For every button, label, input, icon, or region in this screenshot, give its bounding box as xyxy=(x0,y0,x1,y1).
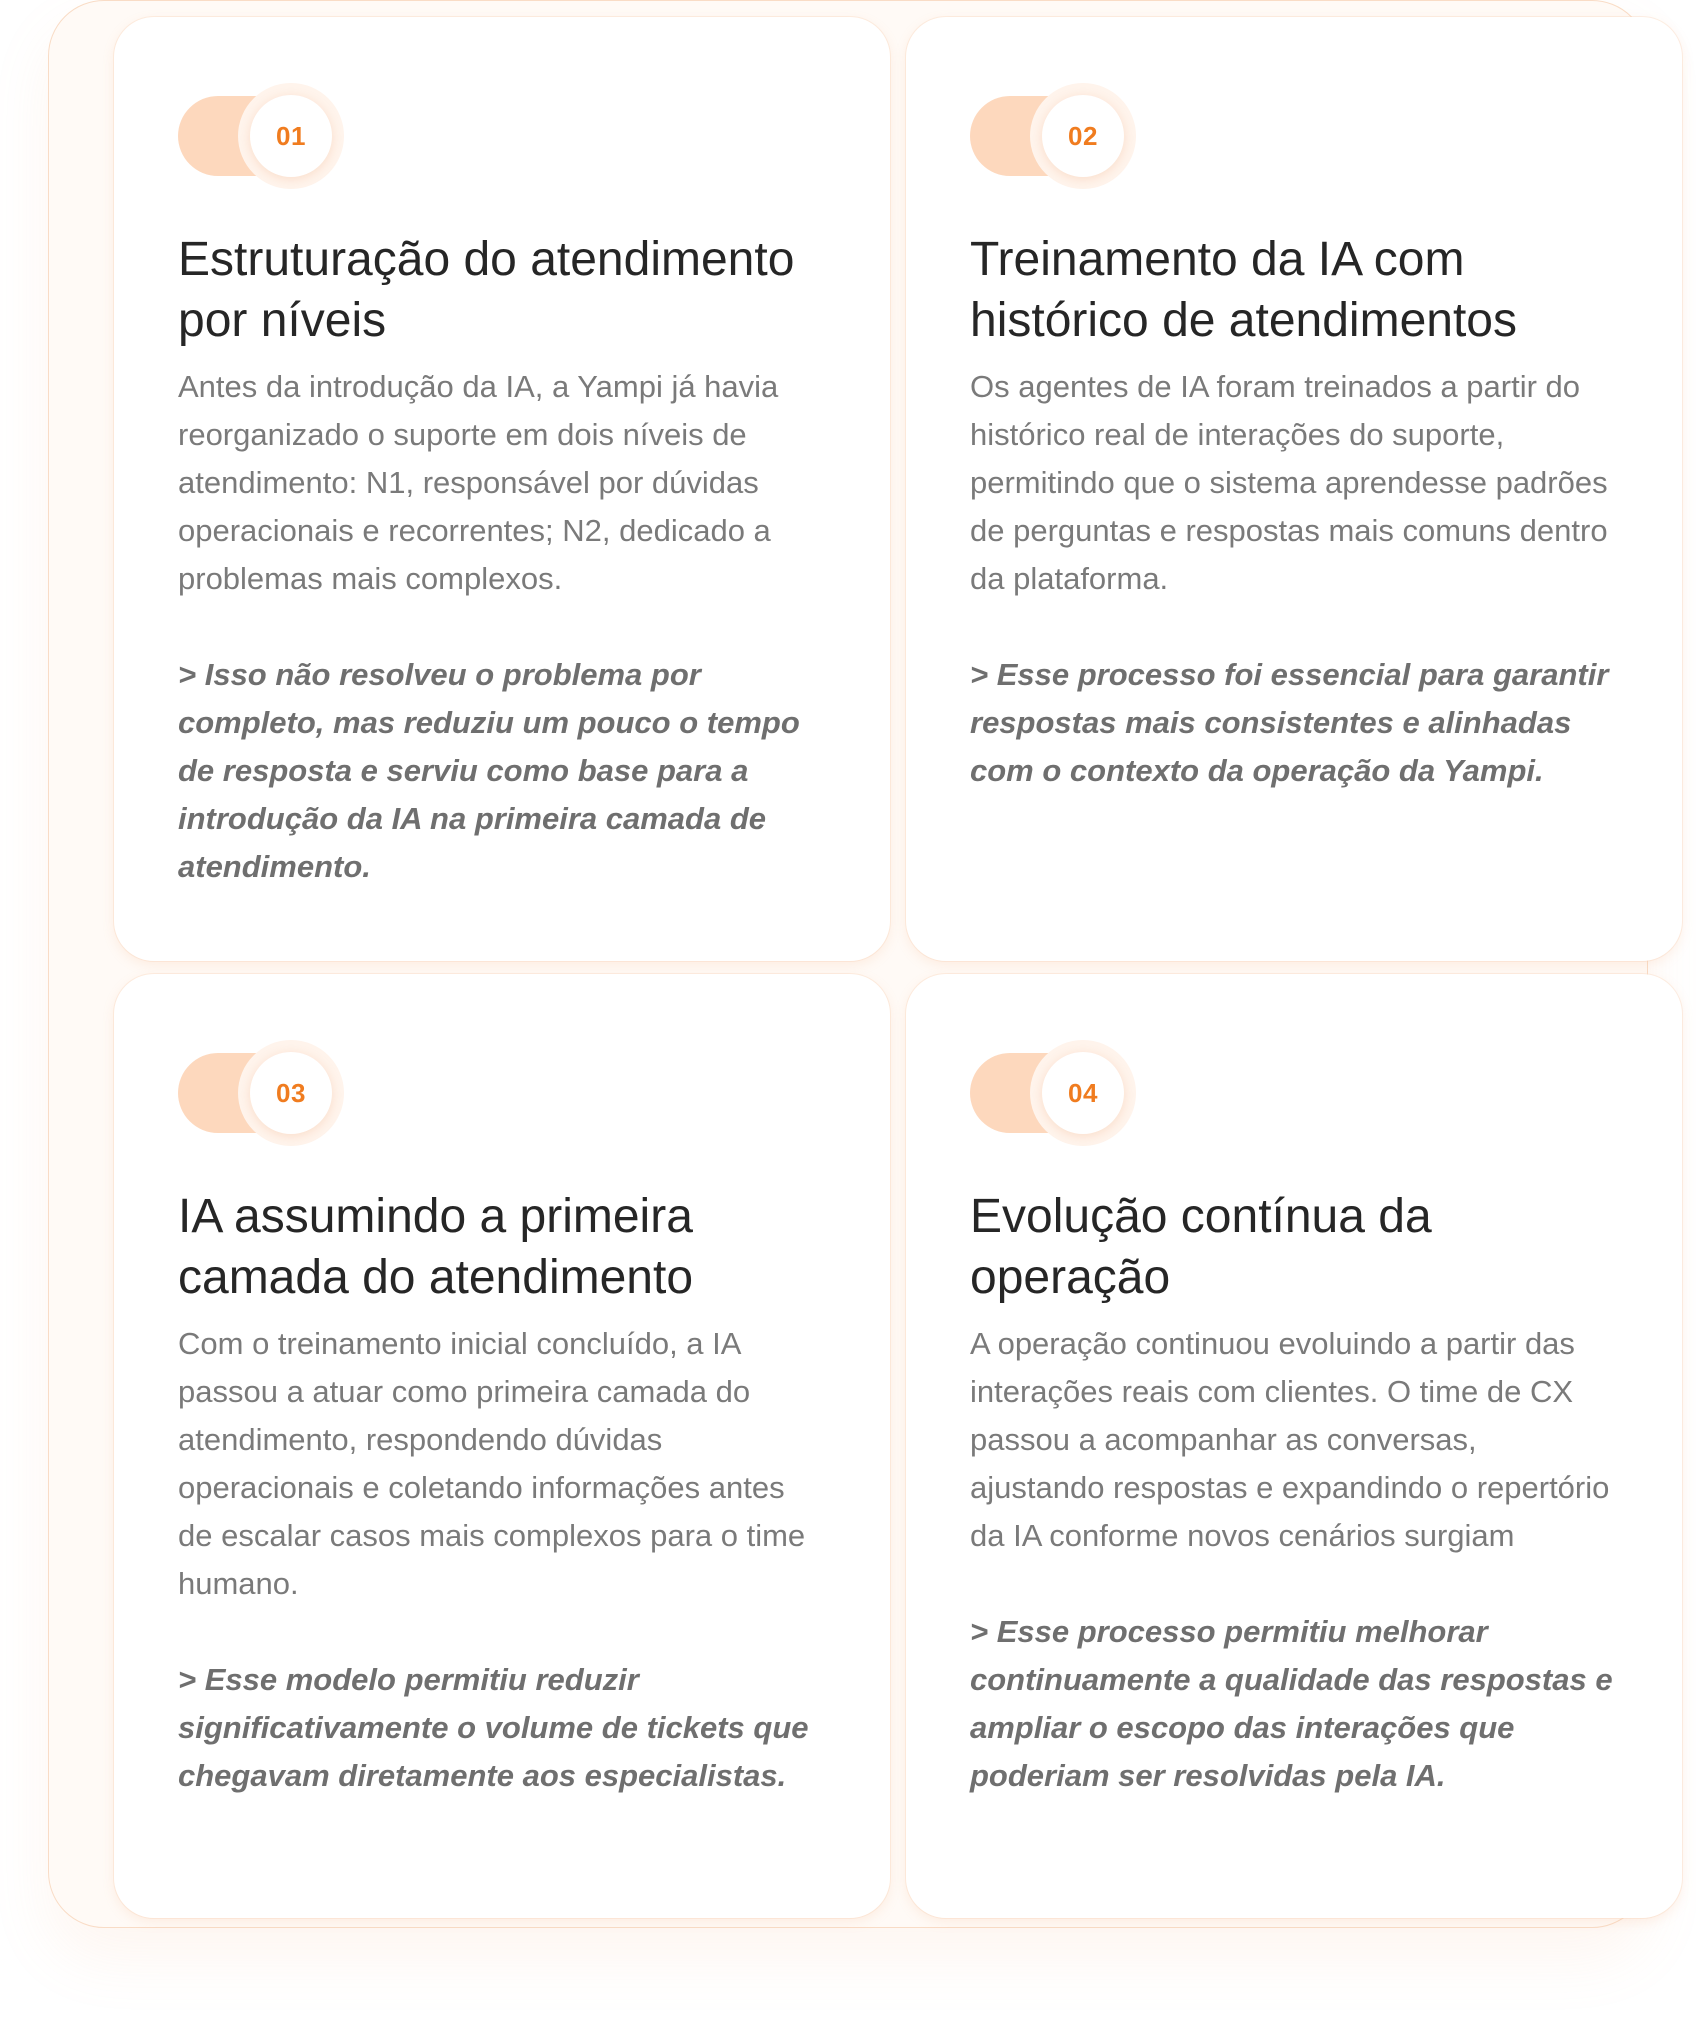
step-title: Treinamento da IA com histórico de atendimentos xyxy=(970,233,1517,347)
step-title: IA assumindo a primeira camada do atendimento xyxy=(178,1190,694,1304)
step-description: Com o treinamento inicial concluído, a IA passou a atuar como primeira camada do atendimento, respondendo dúvidas operacionais e coletando informações antes de escalar casos mais complexos para o time humano. xyxy=(178,1326,806,1601)
step-description: Antes da introdução da IA, a Yampi já havia reorganizado o suporte em dois níveis de atendimento: N1, responsável por dúvidas operacionais e recorrentes; N2, dedicado a problemas mais complexos. xyxy=(178,369,779,596)
step-note: > Esse processo foi essencial para garantir respostas mais consistentes e alinhadas com o contexto da operação da Yampi. xyxy=(970,657,1609,788)
step-description: Os agentes de IA foram treinados a partir do histórico real de interações do suporte, permitindo que o sistema aprendesse padrões de perguntas e respostas mais comuns dentro da plataforma. xyxy=(970,369,1608,596)
step-description: A operação continuou evoluindo a partir das interações reais com clientes. O time de CX passou a acompanhar as conversas, ajustando respostas e expandindo o repertório da IA conforme novos cenários surgiam xyxy=(970,1326,1610,1553)
steps-container xyxy=(48,0,1648,1928)
step-badge xyxy=(178,1038,348,1148)
step-number: 01 xyxy=(250,95,332,177)
step-number: 03 xyxy=(250,1052,332,1134)
step-title: Estruturação do atendimento por níveis xyxy=(178,233,795,347)
step-card-3 xyxy=(114,974,890,1918)
step-note: > Esse modelo permitiu reduzir significativamente o volume de tickets que chegavam diretamente aos especialistas. xyxy=(178,1662,809,1793)
step-badge xyxy=(970,81,1140,191)
step-badge xyxy=(970,1038,1140,1148)
step-badge xyxy=(178,81,348,191)
step-note: > Esse processo permitiu melhorar continuamente a qualidade das respostas e ampliar o escopo das interações que poderiam ser resolvidas pela IA. xyxy=(970,1614,1613,1793)
step-card-4 xyxy=(906,974,1682,1918)
step-note: > Isso não resolveu o problema por completo, mas reduziu um pouco o tempo de resposta e serviu como base para a introdução da IA na primeira camada de atendimento. xyxy=(178,657,800,884)
step-title: Evolução contínua da operação xyxy=(970,1190,1432,1304)
step-card-2 xyxy=(906,17,1682,961)
step-card-1 xyxy=(114,17,890,961)
step-number: 04 xyxy=(1042,1052,1124,1134)
step-number: 02 xyxy=(1042,95,1124,177)
